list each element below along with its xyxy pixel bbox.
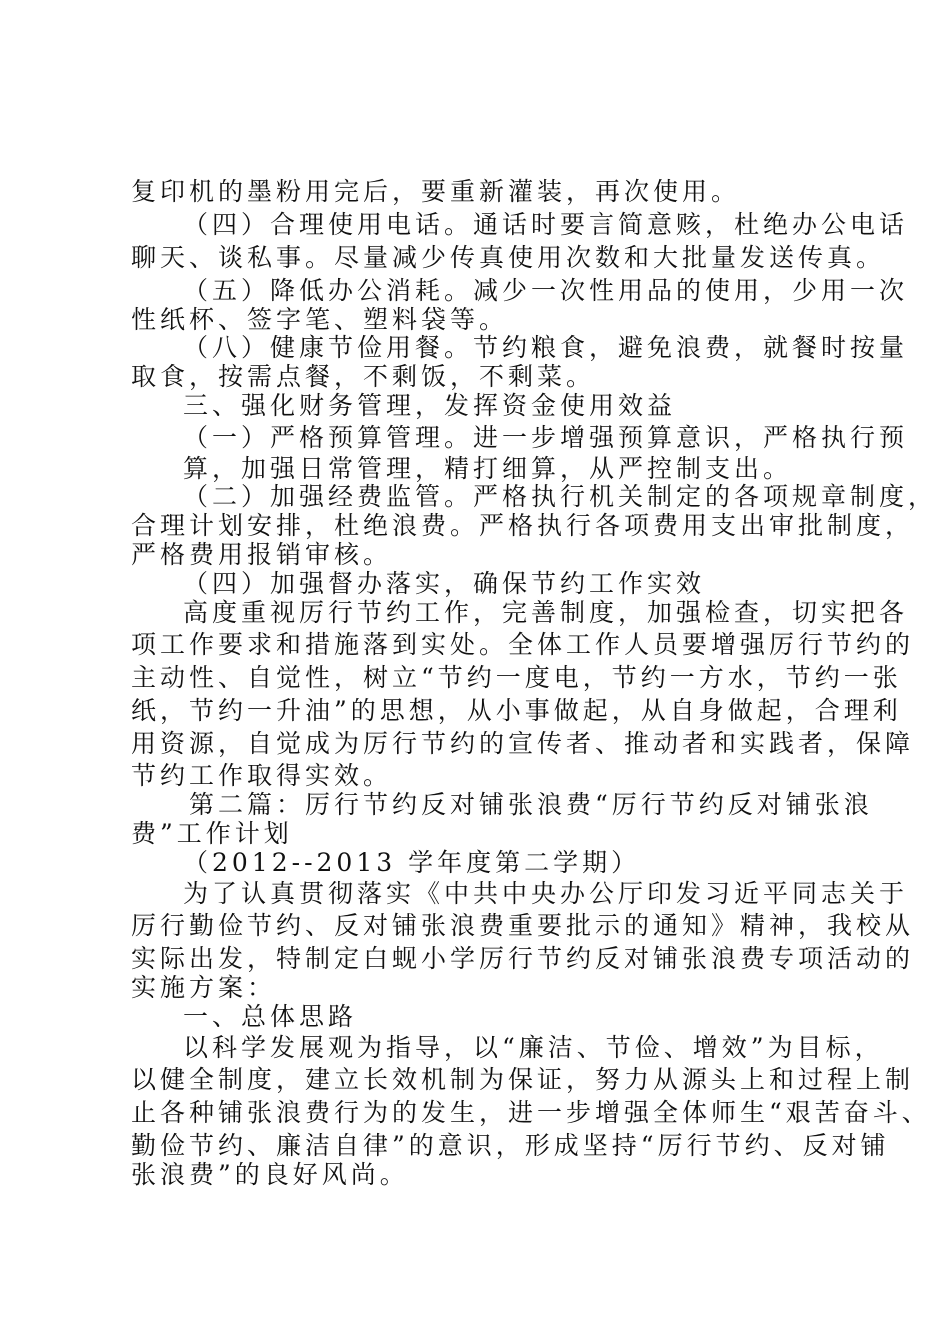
text-line: 用资源，自觉成为厉行节约的宣传者、推动者和实践者，保障: [131, 729, 915, 758]
text-line: 复印机的墨粉用完后，要重新灌装，再次使用。: [131, 177, 741, 206]
text-line: 项工作要求和措施落到实处。全体工作人员要增强厉行节约的: [131, 630, 915, 659]
text-line: 取食，按需点餐，不剩饭，不剩菜。: [131, 362, 596, 391]
text-line: 主动性、自觉性，树立“节约一度电，节约一方水，节约一张: [131, 663, 902, 692]
term-label: （2012--2013 学年度第二学期）: [183, 848, 641, 877]
chapter-title: 第二篇：厉行节约反对铺张浪费“厉行节约反对铺张浪: [189, 790, 873, 819]
text-line: 算，加强日常管理，精打细算，从严控制支出。: [183, 454, 793, 483]
text-line: 以健全制度，建立长效机制为保证，努力从源头上和过程上制: [131, 1065, 915, 1094]
text-line: 性纸杯、签字笔、塑料袋等。: [131, 305, 509, 334]
text-line: （四）加强督办落实，确保节约工作实效: [183, 569, 706, 598]
text-line: （四）合理使用电话。通话时要言简意赅，杜绝办公电话: [183, 210, 909, 239]
chapter-title: 费”工作计划: [131, 819, 293, 848]
text-line: 高度重视厉行节约工作，完善制度，加强检查，切实把各: [183, 598, 909, 627]
text-line: （五）降低办公消耗。减少一次性用品的使用，少用一次: [183, 276, 909, 305]
section-heading: 一、总体思路: [183, 1002, 358, 1031]
text-line: （一）严格预算管理。进一步增强预算意识，严格执行预: [183, 423, 909, 452]
text-line: 为了认真贯彻落实《中共中央办公厅印发习近平同志关于: [183, 879, 909, 908]
text-line: 以科学发展观为指导，以“廉洁、节俭、增效”为目标，: [183, 1033, 884, 1062]
text-line: 实际出发，特制定白蚬小学厉行节约反对铺张浪费专项活动的: [131, 944, 915, 973]
text-line: 张浪费”的良好风尚。: [131, 1160, 409, 1189]
text-line: 实施方案：: [131, 973, 277, 1002]
text-line: 止各种铺张浪费行为的发生，进一步增强全体师生“艰苦奋斗、: [131, 1098, 931, 1127]
text-line: 严格费用报销审核。: [131, 540, 393, 569]
text-line: （八）健康节俭用餐。节约粮食，避免浪费，就餐时按量: [183, 333, 909, 362]
text-line: 合理计划安排，杜绝浪费。严格执行各项费用支出审批制度，: [131, 511, 915, 540]
text-line: 聊天、谈私事。尽量减少传真使用次数和大批量发送传真。: [131, 243, 886, 272]
text-line: 厉行勤俭节约、反对铺张浪费重要批示的通知》精神，我校从: [131, 911, 915, 940]
section-heading: 三、强化财务管理，发挥资金使用效益: [183, 391, 677, 420]
text-line: 勤俭节约、廉洁自律”的意识，形成坚持“厉行节约、反对铺: [131, 1131, 890, 1160]
text-line: （二）加强经费监管。严格执行机关制定的各项规章制度，: [183, 482, 938, 511]
text-line: 节约工作取得实效。: [131, 761, 393, 790]
text-line: 纸，节约一升油”的思想，从小事做起，从自身做起，合理利: [131, 696, 902, 725]
